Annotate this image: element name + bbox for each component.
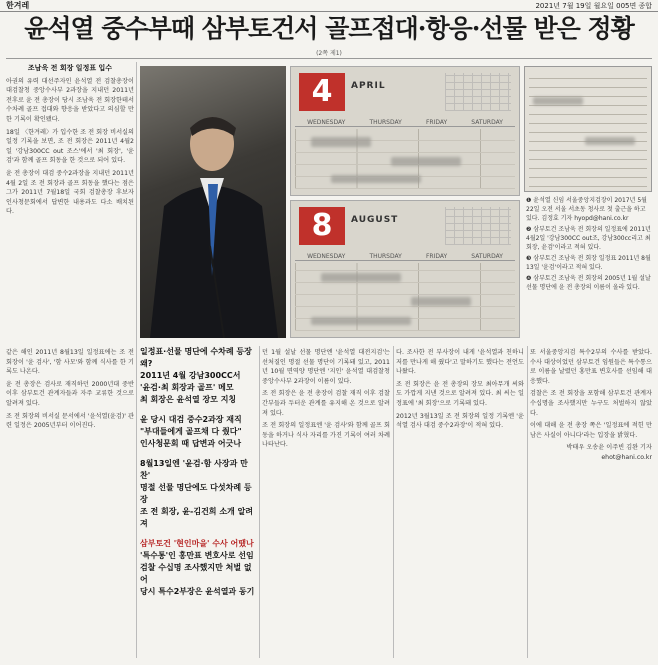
column-rule	[259, 346, 260, 658]
divider	[6, 58, 652, 59]
column-rule	[393, 346, 394, 658]
article-column-1b	[6, 348, 134, 656]
article-column-1	[6, 64, 134, 344]
summary-line: 당시 특수2부장은 윤석열과 동기	[140, 587, 255, 596]
summary-block-3	[140, 458, 256, 530]
redacted-entry	[411, 297, 471, 306]
summary-line: "부대들에게 골프채 다 줬다"	[140, 427, 242, 436]
weekday: SATURDAY	[471, 119, 503, 126]
summary-line: 8월13일엔 '윤검·함 사장과 만찬'	[140, 459, 248, 480]
column-rule	[527, 346, 528, 658]
paragraph: 던 1월 설날 선물 명단엔 '윤석열 대전지검'는 선처질인 명절 선물 명단이 기록돼 있고, 2011년 10월 면역양 명단엔 '지인' 윤석열 대검찰청 중앙수사부 2과장이 이름이 있다.	[262, 349, 390, 385]
caption: ❶ 윤석열 신임 서울중앙지검장이 2017년 5월22일 오전 서울 서초동 청사로 첫 출근을 하고 있다. 김정효 기자 hyopd@hani.co.kr	[526, 197, 647, 222]
subhead: 조남욱 전 회장 일정표 입수	[27, 64, 113, 72]
weekday: WEDNESDAY	[307, 253, 346, 260]
summary-line: '특수통'인 홍만표 변호사로 선임	[140, 551, 254, 560]
caption: ❹ 삼부토건 조남욱 전 회장의 2005년 1월 설날 선물 명단에 윤 전 총장의 이름이 올라 있다.	[526, 275, 651, 291]
gift-list-photo	[524, 66, 652, 192]
redacted-entry	[331, 175, 421, 183]
summary-line: 인사청문회 때 답변과 어긋나	[140, 439, 242, 448]
person-photo	[140, 66, 286, 338]
summary-line: 검찰 수십명 조사했지만 처벌 없어	[140, 563, 252, 584]
article-column-3	[262, 348, 390, 656]
month-name: APRIL	[351, 81, 386, 91]
summary-title: 삼부토건 '현인마을' 수사 어땠나	[140, 539, 254, 548]
weekday-header	[295, 253, 515, 261]
caption: ❷ 삼부토건 조남욱 전 회장의 일정표에 2011년 4월2일 '강남300CC out조, 강남300cc리고 최 회장, 윤검'이라고 적혀 있다.	[526, 226, 651, 251]
article-column-4	[396, 348, 524, 656]
redacted-entry	[311, 317, 411, 325]
summary-line: '윤검·최 회장과 골프' 메모	[140, 383, 234, 392]
byline: 박태우 오송윤 이주빈 김완 기자 ehot@hani.co.kr	[566, 444, 652, 461]
weekday: THURSDAY	[369, 253, 402, 260]
paragraph: 윤 전 총장이 대검 중수2과장을 지내던 2011년 4월 2일 조 전 회장과 골프 회동을 했다는 점은 그가 2011년 7월18일 국회 검찰총장 후보자 인사청문회에서 답변한 내용과도 다소 배치된다.	[6, 169, 134, 216]
paragraph: 윤 전 총장은 검사로 재직하던 2000년대 중반 이후 삼부토건 관계자들과 자주 교류한 것으로 알려져 있다.	[6, 380, 134, 407]
column-rule	[136, 62, 137, 658]
summary-line: 최 회장은 윤석열 장모 지칭	[140, 395, 237, 404]
paragraph: 2012년 3월13일 조 전 회장의 일정 기록엔 '윤석열 검사 대검 중수2과장'이 적혀 있다.	[396, 412, 524, 430]
summary-title: 일정표·선물 명단에 수차례 등장 왜?	[140, 347, 252, 368]
redacted-entry	[311, 137, 371, 147]
weekday: FRIDAY	[425, 119, 448, 126]
paragraph: 조 전 회장은 윤 전 총장의 장모 최아무개 씨와도 가깝게 지낸 것으로 알려져 있다. 최 씨는 일정표에 '최 회장'으로 기록돼 있다.	[396, 380, 524, 407]
redacted-entry	[533, 97, 583, 105]
redacted-entry	[391, 157, 461, 166]
document-rows	[529, 71, 647, 187]
article-column-5	[530, 348, 652, 656]
month-number: 4	[299, 73, 345, 111]
summary-block-4	[140, 538, 256, 598]
redacted-entry	[321, 273, 401, 282]
summary-line: 윤 당시 대검 중수2과장 재직	[140, 415, 242, 424]
mini-calendar	[445, 73, 511, 111]
summary-line: 조 전 회장, 윤-김건희 소개 알려져	[140, 507, 254, 528]
paragraph: 같은 해인 2011년 8월13일 일정표에는 조 전 회장이 '윤 검사', '함 사모'와 함께 식사를 한 기록도 나온다.	[6, 349, 134, 376]
weekday: WEDNESDAY	[307, 119, 346, 126]
photo-captions	[526, 196, 652, 338]
dateline: 2021년 7월 19일 월요일 005면 종합	[535, 1, 652, 10]
caption: ❸ 삼부토건 조남욱 전 회장 일정표 2011년 8월13일 '윤검'이라고 적혀 있다.	[526, 255, 651, 271]
paragraph: 이에 대해 윤 전 총장 쪽은 '일정표에 적힌 만남은 사실이 아니다'라는 입장을 밝혔다.	[530, 422, 652, 439]
weekday: FRIDAY	[425, 253, 448, 260]
paragraph: 아권의 유력 대선주자인 윤석열 전 검찰총장이 대검찰청 중앙수사부 2과장을 지내던 2011년 전후로 윤 전 총장이 당시 조남욱 전 회장한테서 수차례 골프 접대와 향응을 받았다고 의심할 만한 기록이 확인됐다.	[6, 77, 134, 123]
month-name: AUGUST	[351, 215, 399, 225]
paragraph: 조 전 회장의 일정표엔 '윤 검사'와 함께 골프 회동을 하거나 식사 자리를 가진 기록이 여러 차례 나타난다.	[262, 422, 390, 449]
summary-block-2	[140, 414, 256, 450]
paragraph: 또 서울중앙지검 특수2부의 수사를 받았다. 수사 대상이었던 삼부토건 임원들은 특수통으로 이름을 날렸던 홍만표 변호사를 선임해 대응했다.	[530, 349, 652, 385]
person-silhouette-icon	[140, 66, 286, 338]
paragraph: 다. 조사한 전 부사장이 내게 '윤석열과 친하니 저를 만나게 해 줬다'고 말하기도 했다는 전언도 나왔다.	[396, 349, 524, 376]
calendar-april-photo	[290, 66, 520, 196]
masthead-bar	[0, 0, 658, 12]
headline: 윤석열 중수부때 삼부토건서 골프접대·항응·선물 받은 정황	[24, 14, 634, 43]
paragraph: 18일 〈한겨레〉가 입수한 조 전 회장 비서실의 일정 기록을 보면, 조 전 회장은 2011년 4월2일 '강남300CC out 조스'에서 '최 회장', '윤검'과 함께 골프 회동을 한 것으로 되어 있다.	[6, 128, 134, 165]
mini-calendar	[445, 207, 511, 245]
paragraph: 검찰은 조 전 회장을 포함해 삼부토건 관계자 수십명을 조사했지만 누구도 처벌하지 않았다.	[530, 390, 652, 417]
paper-name: 한겨레	[6, 1, 30, 10]
weekday-header	[295, 119, 515, 127]
paragraph: 조 전 회장의 비서실 문서에서 '윤석열(윤검)' 관련 일정은 2005년부터 이어진다.	[6, 412, 134, 430]
summary-box	[140, 346, 256, 656]
redacted-entry	[585, 137, 635, 145]
series-tag: (2쪽 제1)	[316, 50, 342, 57]
summary-line: 2011년 4월 강남300CC서	[140, 371, 241, 380]
summary-block-1	[140, 346, 256, 406]
calendar-august-photo	[290, 200, 520, 338]
weekday: THURSDAY	[369, 119, 402, 126]
summary-line: 명절 선물 명단에도 다섯차례 등장	[140, 483, 252, 504]
paragraph: 조 전 회장은 윤 전 총장이 검찰 재직 이후 검찰 간부들과 두터운 관계를 유지해 온 것으로 알려져 있다.	[262, 390, 390, 417]
month-number: 8	[299, 207, 345, 245]
weekday: SATURDAY	[471, 253, 503, 260]
